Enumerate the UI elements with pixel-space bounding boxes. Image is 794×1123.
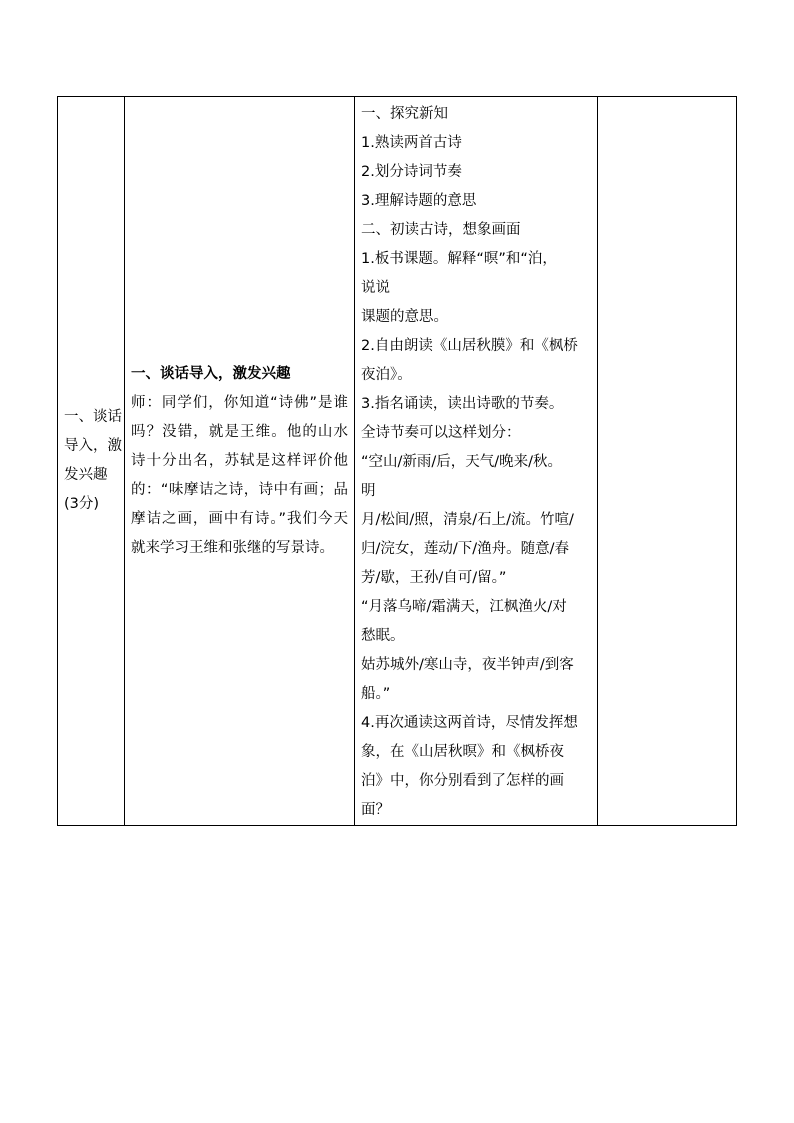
step-line: 夜泊》。 — [361, 367, 412, 383]
notes-cell — [598, 97, 737, 826]
step-line: 3.指名诵读，读出诗歌的节奏。 — [361, 396, 564, 412]
step-line: “空山/新雨/后，天气/晚来/秋。 — [361, 454, 563, 470]
step-line: 月/松间/照，清泉/石上/流。竹喧/ — [361, 512, 574, 528]
step-line: 1.熟读两首古诗 — [361, 135, 462, 151]
step-line: 面？ — [361, 802, 390, 818]
step-line: 芳/歇，王孙/自可/留。” — [361, 570, 507, 586]
table-row — [58, 97, 737, 826]
lesson-plan-table — [57, 96, 737, 826]
step-line: 课题的意思。 — [361, 309, 448, 325]
step-line: 一、探究新知 — [361, 106, 448, 122]
step-line: 归/浣女，莲动/下/渔舟。随意/春 — [361, 541, 570, 557]
step-line: 3.理解诗题的意思 — [361, 193, 477, 209]
step-line: 象，在《山居秋暝》和《枫桥夜 — [361, 744, 564, 760]
step-line: 明 — [361, 483, 376, 499]
intro-heading: 一、谈话导入，激发兴趣 — [131, 365, 291, 382]
step-line: 全诗节奏可以这样划分： — [361, 425, 521, 441]
step-line: 2.自由朗读《山居秋膜》和《枫桥 — [361, 338, 578, 354]
intro-body: 师：同学们，你知道“诗佛”是谁吗？没错，就是王维。他的山水诗十分出名，苏轼是这样评价他的：“味摩诘之诗，诗中有画；品摩诘之画，画中有诗。”我们今天就来学习王维和张继的写景诗。 — [131, 394, 348, 556]
step-line: 2.划分诗词节奏 — [361, 164, 462, 180]
step-line: 二、初读古诗，想象画面 — [361, 222, 521, 238]
intro-cell — [125, 97, 355, 826]
step-line: 泊》中，你分别看到了怎样的画 — [361, 773, 564, 789]
stage-cell — [58, 97, 125, 826]
stage-label: 一、谈话导入，激发兴趣(3分) — [64, 409, 122, 512]
step-line: 姑苏城外/寒山寺，夜半钟声/到客 — [361, 657, 574, 673]
steps-cell — [355, 97, 598, 826]
step-line: “月落乌啼/霜满天，江枫渔火/对 — [361, 599, 567, 615]
step-line: 1.板书课题。解释“暝”和“泊， — [361, 251, 557, 267]
step-line: 4.再次通读这两首诗，尽情发挥想 — [361, 715, 578, 731]
step-line: 愁眠。 — [361, 628, 405, 644]
step-line: 船。” — [361, 686, 391, 702]
step-line: 说说 — [361, 280, 390, 296]
